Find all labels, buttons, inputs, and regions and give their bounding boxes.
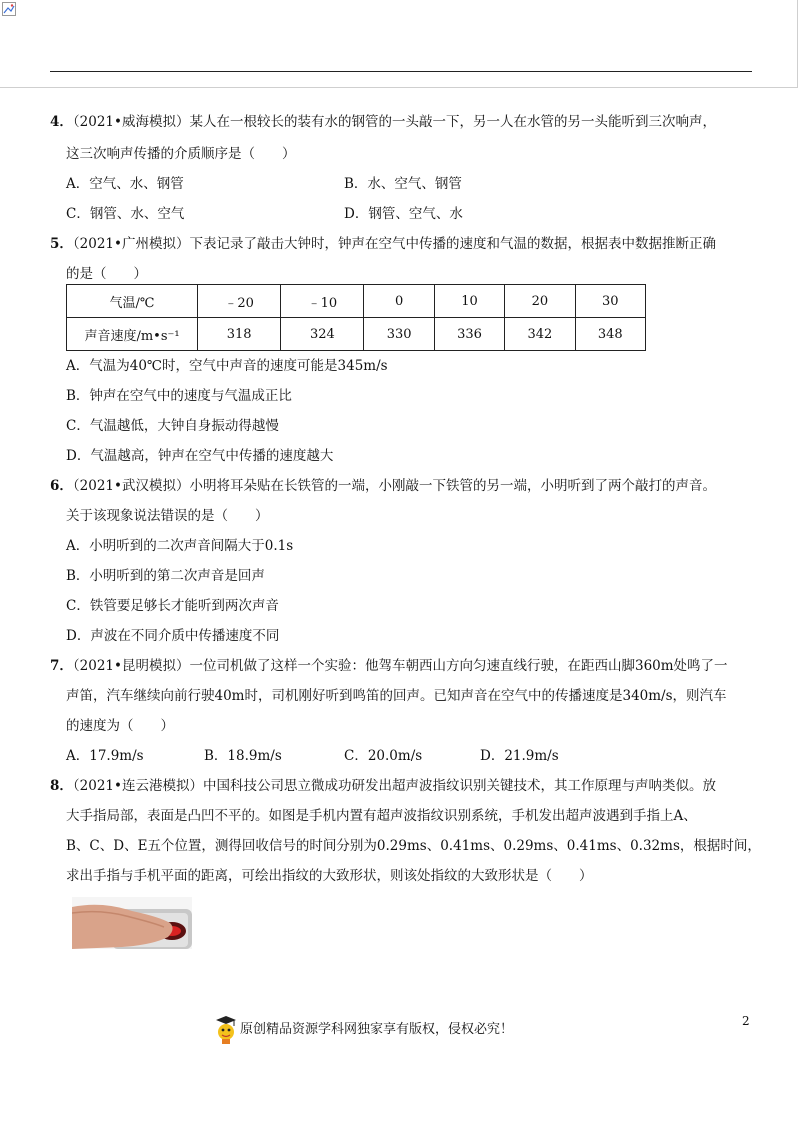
temperature-speed-table xyxy=(66,284,646,351)
table-cell: 348 xyxy=(575,318,645,351)
q6-option-d: D．声波在不同介质中传播速度不同 xyxy=(66,628,280,644)
question-text: （2021•威海模拟）某人在一根较长的装有水的钢管的一头敲一下，另一人在水管的另一头能听到三次响声， xyxy=(72,114,716,130)
page-header xyxy=(0,0,798,88)
question-7-line-1 xyxy=(50,654,728,674)
question-number: 7． xyxy=(50,658,73,674)
q7-option-d: D．21.9m/s xyxy=(480,748,559,764)
question-8-line-2: 大手指局部，表面是凸凹不平的。如图是手机内置有超声波指纹识别系统，手机发出超声波遇到手指上A、 xyxy=(66,808,697,824)
table-cell: ﹣20 xyxy=(198,285,281,318)
question-7-line-3: 的速度为（ ） xyxy=(66,718,174,734)
question-8-line-3: B、C、D、E五个位置，测得回收信号的时间分别为0.29ms、0.41ms、0.29ms、0.41ms、0.32ms，根据时间， xyxy=(66,838,761,854)
question-number: 8． xyxy=(50,778,73,794)
question-number: 5． xyxy=(50,236,73,252)
question-number: 4． xyxy=(50,114,73,130)
question-5-line-1 xyxy=(50,232,716,252)
q5-option-c: C．气温越低，大钟自身振动得越慢 xyxy=(66,418,279,434)
table-cell: 318 xyxy=(198,318,281,351)
table-cell: 336 xyxy=(434,318,504,351)
q4-option-c: C．钢管、水、空气 xyxy=(66,206,185,222)
q6-option-a: A．小明听到的二次声音间隔大于0.1s xyxy=(66,538,294,554)
copyright-notice: 原创精品资源学科网独家享有版权，侵权必究！ xyxy=(240,1022,514,1037)
q5-option-a: A．气温为40℃时，空气中声音的速度可能是345m/s xyxy=(66,358,388,374)
table-cell: 330 xyxy=(364,318,434,351)
table-cell: ﹣10 xyxy=(281,285,364,318)
table-cell: 30 xyxy=(575,285,645,318)
q7-option-b: B．18.9m/s xyxy=(204,748,282,764)
table-header-cell: 气温/℃ xyxy=(67,285,198,318)
mascot-logo-icon xyxy=(212,1014,240,1046)
table-cell: 20 xyxy=(505,285,575,318)
q4-option-d: D．钢管、空气、水 xyxy=(344,206,463,222)
table-row xyxy=(67,318,646,351)
table-cell: 10 xyxy=(434,285,504,318)
question-8-line-1 xyxy=(50,774,716,794)
table-cell: 324 xyxy=(281,318,364,351)
broken-image-icon xyxy=(2,2,16,16)
table-header-cell: 声音速度/m•s⁻¹ xyxy=(67,318,198,351)
question-6-line-1 xyxy=(50,474,716,494)
question-6-line-2: 关于该现象说法错误的是（ ） xyxy=(66,508,269,524)
table-cell: 0 xyxy=(364,285,434,318)
q5-option-d: D．气温越高，钟声在空气中传播的速度越大 xyxy=(66,448,334,464)
finger-on-phone-image xyxy=(72,897,192,949)
question-text: （2021•连云港模拟）中国科技公司思立微成功研发出超声波指纹识别关键技术，其工作原理与声呐类似。放 xyxy=(72,778,716,794)
table-cell: 342 xyxy=(505,318,575,351)
question-4-line-1 xyxy=(50,110,716,130)
q7-option-c: C．20.0m/s xyxy=(344,748,423,764)
q6-option-b: B．小明听到的第二次声音是回声 xyxy=(66,568,265,584)
question-number: 6． xyxy=(50,478,73,494)
q5-option-b: B．钟声在空气中的速度与气温成正比 xyxy=(66,388,292,404)
page-number: 2 xyxy=(742,1014,750,1028)
q6-option-c: C．铁管要足够长才能听到两次声音 xyxy=(66,598,279,614)
q4-option-a: A．空气、水、钢管 xyxy=(66,176,184,192)
question-text: （2021•广州模拟）下表记录了敲击大钟时，钟声在空气中传播的速度和气温的数据，根据表中数据推断正确 xyxy=(72,236,716,252)
question-text: （2021•昆明模拟）一位司机做了这样一个实验：他驾车朝西山方向匀速直线行驶，在距西山脚360m处鸣了一 xyxy=(72,658,728,674)
q7-option-a: A．17.9m/s xyxy=(66,748,144,764)
question-4-line-2: 这三次响声传播的介质顺序是（ ） xyxy=(66,146,296,162)
question-7-line-2: 声笛，汽车继续向前行驶40m时，司机刚好听到鸣笛的回声。已知声音在空气中的传播速度是340m/s，则汽车 xyxy=(66,688,727,704)
question-8-line-4: 求出手指与手机平面的距离，可绘出指纹的大致形状，则该处指纹的大致形状是（ ） xyxy=(66,868,593,884)
table-row xyxy=(67,285,646,318)
question-5-line-2: 的是（ ） xyxy=(66,266,147,282)
header-rule xyxy=(50,71,752,72)
q4-option-b: B．水、空气、钢管 xyxy=(344,176,462,192)
question-text: （2021•武汉模拟）小明将耳朵贴在长铁管的一端，小刚敲一下铁管的另一端，小明听到了两个敲打的声音。 xyxy=(72,478,716,494)
